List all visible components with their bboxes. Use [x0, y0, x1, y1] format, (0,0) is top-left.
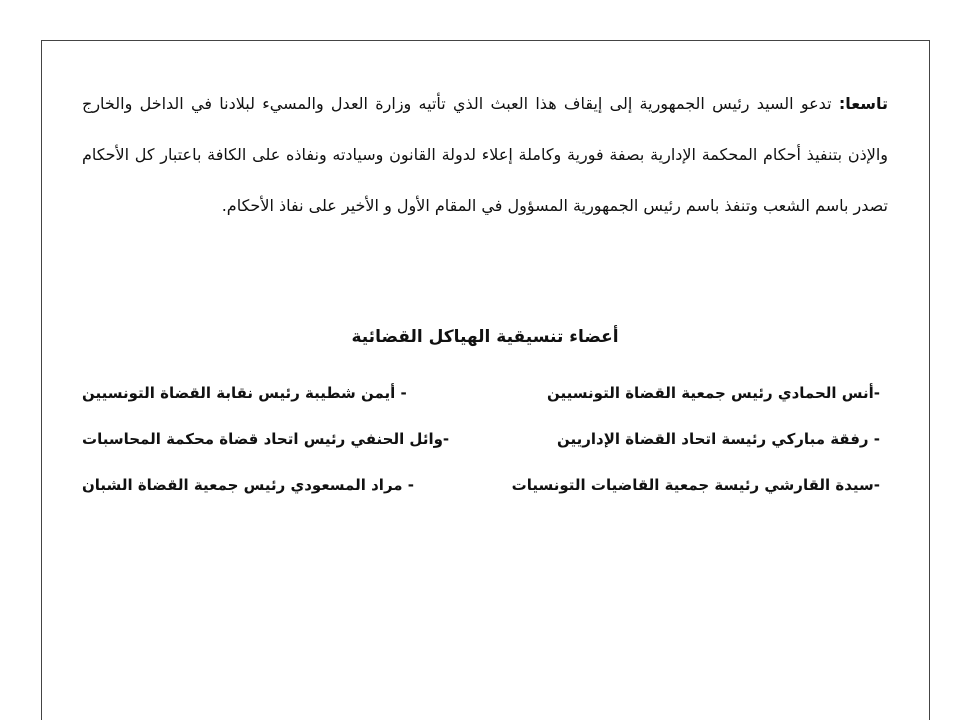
member-row — [82, 416, 880, 462]
member-entry: -سيدة القارشي رئيسة جمعية القاضيات التونسيات — [511, 476, 880, 494]
member-entry: -أنس الحمادي رئيس جمعية القضاة التونسيين — [547, 384, 880, 402]
members-list — [82, 370, 880, 508]
member-entry: - مراد المسعودي رئيس جمعية القضاة الشبان — [82, 476, 415, 494]
member-row — [82, 462, 880, 508]
member-entry: - رفقة مباركي رئيسة اتحاد القضاة الإداريين — [556, 430, 880, 448]
member-entry: -وائل الحنفي رئيس اتحاد قضاة محكمة المحاسبات — [82, 430, 450, 448]
member-entry: - أيمن شطيبة رئيس نقابة القضاة التونسيين — [82, 384, 407, 402]
body-paragraph — [82, 78, 888, 231]
paragraph-text: تدعو السيد رئيس الجمهورية إلى إيقاف هذا العبث الذي تأتيه وزارة العدل والمسيء لبلادنا في الداخل والخارج والإذن بتنفيذ أحكام المحكمة الإدارية بصفة فورية وكاملة إعلاء لدولة القانون وسيادته ونفاذه على الكافة باعتبار كل الأحكام تصدر باسم الشعب وتنفذ باسم رئيس الجمهورية المسؤول في المقام الأول و الأخير على نفاذ الأحكام. — [82, 94, 888, 215]
paragraph-label: تاسعا: — [838, 94, 888, 113]
members-heading: أعضاء تنسيقية الهياكل القضائية — [351, 327, 619, 347]
member-row — [82, 370, 880, 416]
